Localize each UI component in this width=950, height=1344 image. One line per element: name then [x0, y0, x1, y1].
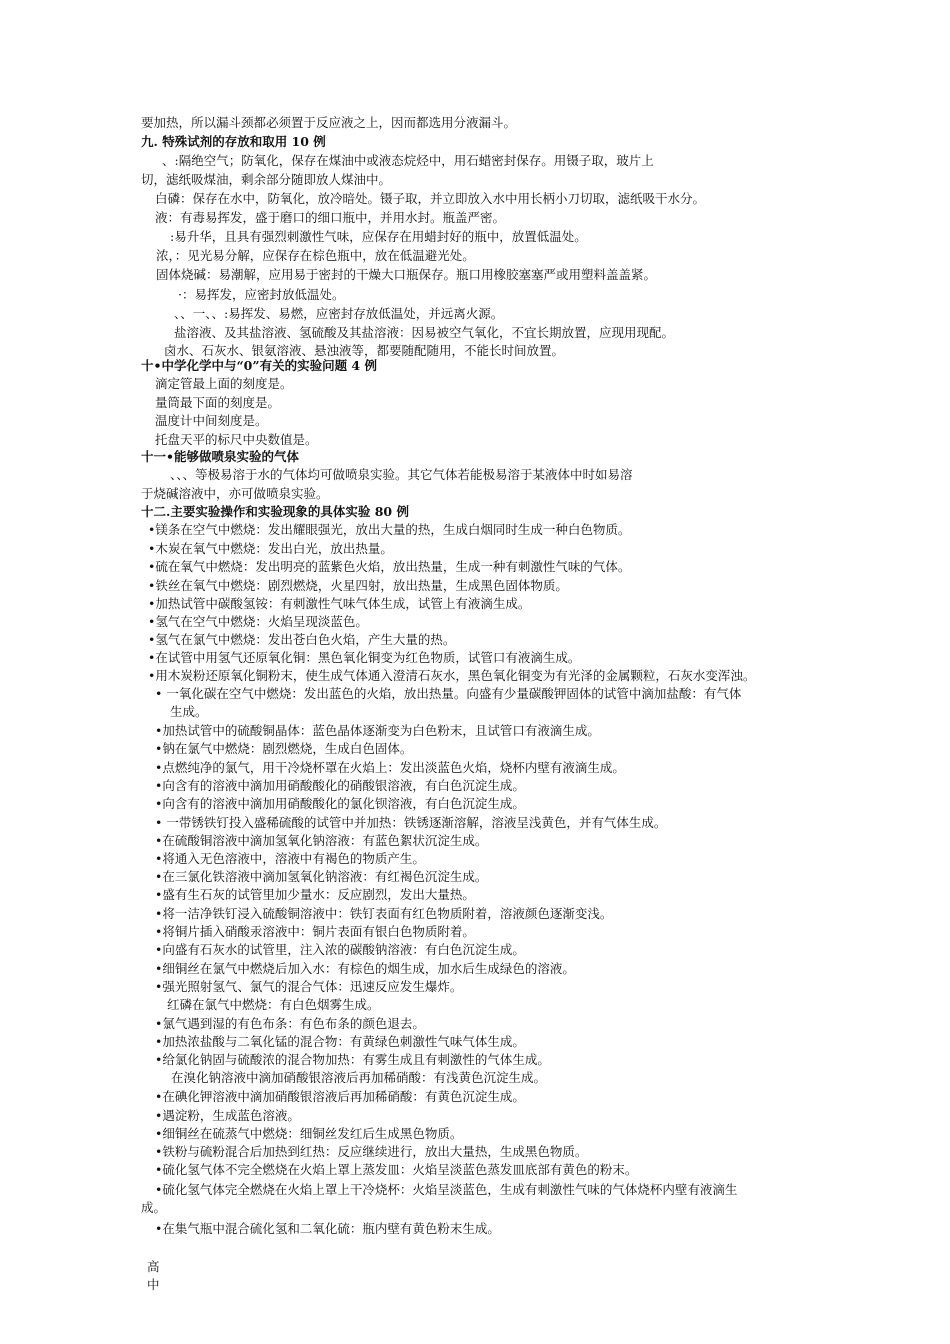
list-item: •在碘化钾溶液中滴加硝酸银溶液后再加稀硝酸：有黄色沉淀生成。 — [155, 1089, 525, 1104]
list-item: •向含有的溶液中滴加用硝酸酸化的硝酸银溶液，有白色沉淀生成。 — [155, 778, 525, 793]
list-item: •硫在氧气中燃烧：发出明亮的蓝紫色火焰，放出热量，生成一种有刺激性气味的气体。 — [148, 559, 631, 574]
list-item: •氯气遇到湿的有色布条：有色布条的颜色退去。 — [155, 1016, 425, 1031]
list-item: •加热浓盐酸与二氧化锰的混合物：有黄绿色刺激性气味气体生成。 — [155, 1034, 525, 1049]
list-item: •硫化氢气体不完全燃烧在火焰上罩上蒸发皿：火焰呈淡蓝色蒸发皿底部有黄色的粉末。 — [155, 1162, 638, 1177]
list-item: •在三氯化铁溶液中滴加氢氧化钠溶液：有红褐色沉淀生成。 — [155, 869, 488, 884]
list-item: •强光照射氢气、氯气的混合气体：迅速反应发生爆炸。 — [155, 979, 463, 994]
list-item: •在试管中用氢气还原氧化铜：黑色氧化铜变为红色物质，试管口有液滴生成。 — [148, 650, 581, 665]
list-item: •在硫酸铜溶液中滴加氢氧化钠溶液：有蓝色絮状沉淀生成。 — [155, 833, 488, 848]
footer-char: 高 — [147, 1259, 160, 1274]
text-line: 、、一、、:易挥发、易燃，应密封存放低温处，并远离火源。 — [174, 306, 504, 321]
list-item: •在集气瓶中混合硫化氢和二氧化硫：瓶内壁有黄色粉末生成。 — [155, 1221, 500, 1236]
list-item: •钠在氯气中燃烧：剧烈燃烧，生成白色固体。 — [155, 741, 413, 756]
text-line: ·：易挥发，应密封放低温处。 — [178, 287, 345, 302]
text-line: 盐溶液、及其盐溶液、氢硫酸及其盐溶液：因易被空气氧化，不宜长期放置，应现用现配。 — [174, 325, 675, 340]
list-item: •硫化氢气体完全燃烧在火焰上罩上干冷烧杯：火焰呈淡蓝色，生成有刺激性气味的气体烧杯内壁有液滴生 — [155, 1182, 738, 1197]
list-item: •向盛有石灰水的试管里，注入浓的碳酸钠溶液：有白色沉淀生成。 — [155, 942, 525, 957]
section-heading: 十一•能够做喷泉实验的气体 — [141, 449, 299, 464]
list-item: •用木炭粉还原氧化铜粉末，使生成气体通入澄清石灰水，黑色氧化铜变为有光泽的金属颗粒，石灰水变浑浊。 — [148, 668, 756, 683]
text-line: 、、、等极易溶于水的气体均可做喷泉实验。其它气体若能极易溶于某液体中时如易溶 — [170, 467, 633, 482]
list-item: •向含有的溶液中滴加用硝酸酸化的氯化钡溶液，有白色沉淀生成。 — [155, 796, 525, 811]
list-item: •氢气在氯气中燃烧：发出苍白色火焰，产生大量的热。 — [148, 632, 456, 647]
list-item: •氢气在空气中燃烧：火焰呈现淡蓝色。 — [148, 614, 368, 629]
text-line: 白磷：保存在水中，防氧化，放冷暗处。镊子取，并立即放入水中用长柄小刀切取，滤纸吸干水分。 — [155, 191, 706, 206]
list-item: •铁粉与硫粉混合后加热到红热：反应继续进行，放出大量热，生成黑色物质。 — [155, 1144, 588, 1159]
section-heading: 十二.主要实验操作和实验现象的具体实验 80 例 — [141, 504, 409, 519]
section-heading: 九. 特殊试剂的存放和取用 10 例 — [141, 134, 326, 149]
list-item: •盛有生石灰的试管里加少量水：反应剧烈，发出大量热。 — [155, 887, 475, 902]
text-line: 托盘天平的标尺中央数值是。 — [155, 432, 318, 447]
text-line: 、:隔绝空气；防氧化，保存在煤油中或液态烷烃中，用石蜡密封保存。用镊子取，玻片上 — [162, 153, 654, 168]
list-item: •将一洁净铁钉浸入硫酸铜溶液中：铁钉表面有红色物质附着，溶液颜色逐渐变浅。 — [155, 906, 613, 921]
text-line: 成。 — [141, 1200, 167, 1215]
list-item: •加热试管中的硫酸铜晶体：蓝色晶体逐渐变为白色粉末，且试管口有液滴生成。 — [155, 723, 600, 738]
list-item: •加热试管中碳酸氢铵：有刺激性气味气体生成，试管上有液滴生成。 — [148, 596, 531, 611]
list-item: •细铜丝在氯气中燃烧后加入水：有棕色的烟生成，加水后生成绿色的溶液。 — [155, 961, 575, 976]
vertical-footer-text — [147, 1258, 160, 1294]
text-line: 固体烧碱：易潮解，应用易于密封的干燥大口瓶保存。瓶口用橡胶塞塞严或用塑料盖盖紧。 — [156, 267, 657, 282]
text-line: 要加热，所以漏斗颈都必须置于反应液之上，因而都选用分液漏斗。 — [141, 115, 517, 130]
list-item: • 一氧化碳在空气中燃烧：发出蓝色的火焰，放出热量。向盛有少量碳酸钾固体的试管中滴加盐酸：有气体 — [155, 686, 742, 701]
text-line: 于烧碱溶液中，亦可做喷泉实验。 — [141, 486, 329, 501]
text-line: 在溴化钠溶液中滴加硝酸银溶液后再加稀硝酸：有浅黄色沉淀生成。 — [171, 1070, 547, 1085]
text-line: 量筒最下面的刻度是。 — [155, 395, 281, 410]
text-line: 浓，：见光易分解，应保存在棕色瓶中，放在低温避光处。 — [156, 248, 475, 263]
text-line: 切，滤纸吸煤油，剩余部分随即放人煤油中。 — [141, 172, 392, 187]
section-heading: 十•中学化学中与“0”有关的实验问题 4 例 — [141, 358, 377, 373]
list-item: • 一带锈铁钉投入盛稀硫酸的试管中并加热：铁锈逐渐溶解，溶液呈浅黄色，并有气体生成。 — [155, 815, 667, 830]
list-item: •给氯化钠固与硫酸浓的混合物加热：有雾生成且有刺激性的气体生成。 — [155, 1052, 550, 1067]
list-item: •镁条在空气中燃烧：发出耀眼强光，放出大量的热，生成白烟同时生成一种白色物质。 — [148, 522, 631, 537]
list-item: •点燃纯净的氯气，用干冷烧杯罩在火焰上：发出淡蓝色火焰，烧杯内壁有液滴生成。 — [155, 760, 625, 775]
text-line: 生成。 — [170, 704, 208, 719]
text-line: 滴定管最上面的刻度是。 — [155, 376, 293, 391]
text-line: 卤水、石灰水、银氨溶液、悬浊液等，都要随配随用，不能长时间放置。 — [164, 343, 565, 358]
list-item: •木炭在氧气中燃烧：发出白光，放出热量。 — [148, 541, 393, 556]
list-item: •细铜丝在硫蒸气中燃烧：细铜丝发红后生成黑色物质。 — [155, 1126, 463, 1141]
list-item: •将铜片插入硝酸汞溶液中：铜片表面有银白色物质附着。 — [155, 924, 475, 939]
text-line: 液：有毒易挥发，盛于磨口的细口瓶中，并用水封。瓶盖严密。 — [155, 210, 506, 225]
text-line: :易升华，且具有强烈刺激性气味，应保存在用蜡封好的瓶中，放置低温处。 — [170, 229, 587, 244]
list-item: •遇淀粉，生成蓝色溶液。 — [155, 1108, 300, 1123]
text-line: 温度计中间刻度是。 — [155, 413, 268, 428]
footer-char: 中 — [147, 1277, 160, 1292]
text-line: 红磷在氯气中燃烧：有白色烟雾生成。 — [167, 997, 380, 1012]
list-item: •铁丝在氧气中燃烧：剧烈燃烧，火星四射，放出热量，生成黑色固体物质。 — [148, 578, 568, 593]
list-item: •将通入无色溶液中，溶液中有褐色的物质产生。 — [155, 851, 425, 866]
